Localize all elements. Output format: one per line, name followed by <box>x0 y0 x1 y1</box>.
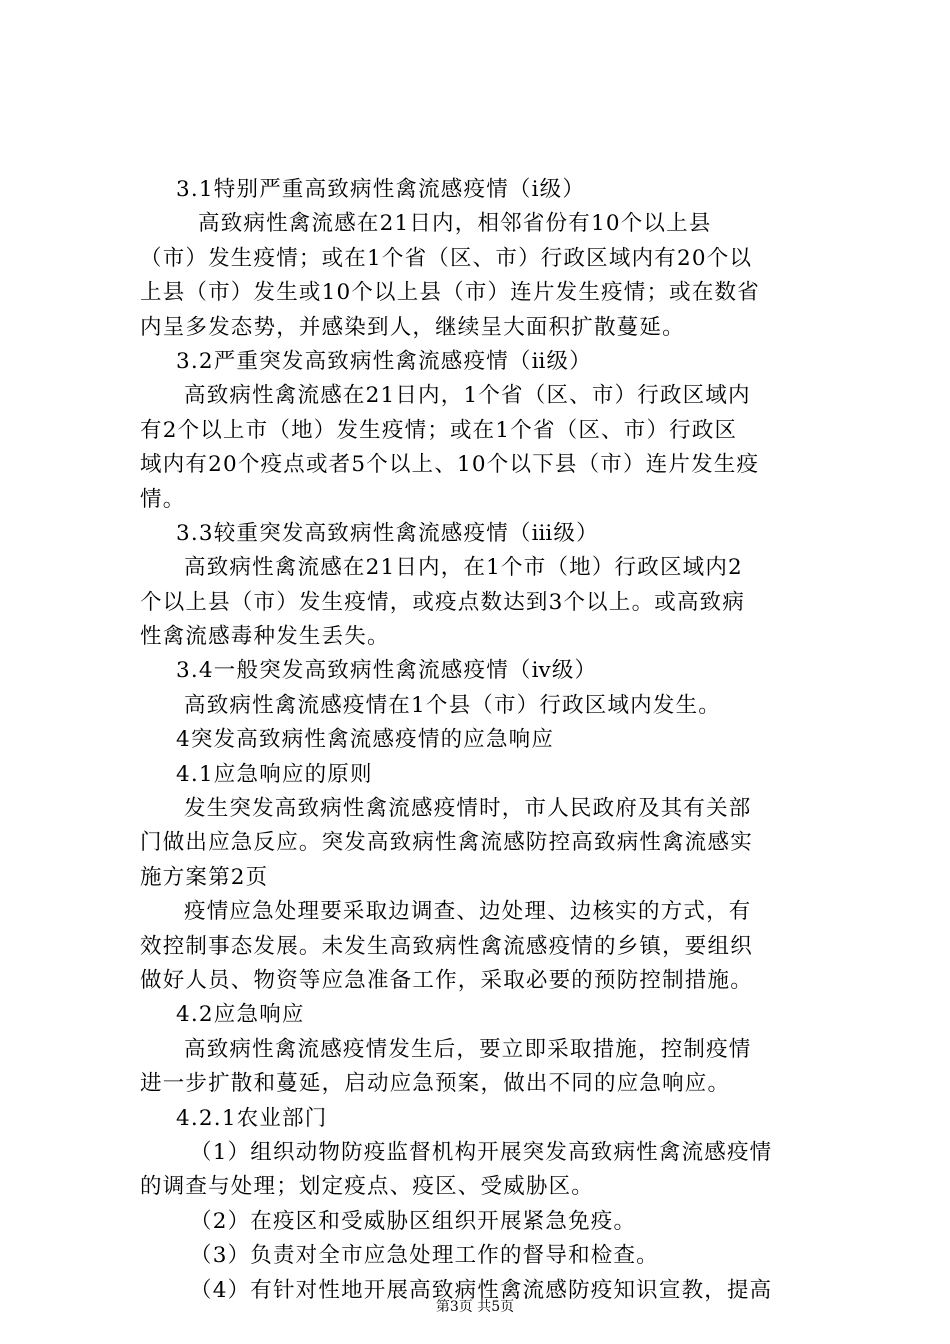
paragraph-line: 性禽流感毒种发生丢失。 <box>140 624 390 650</box>
heading-4-1: 4.1应急响应的原则 <box>176 761 373 787</box>
paragraph-line: 施方案第2页 <box>140 864 269 890</box>
paragraph-line: 疫情应急处理要采取边调查、边处理、边核实的方式，有 <box>184 899 752 925</box>
heading-3-4: 3.4一般突发高致病性禽流感疫情（ⅳ级） <box>176 658 598 684</box>
paragraph-line: 高致病性禽流感疫情在1个县（市）行政区域内发生。 <box>184 692 721 718</box>
heading-3-2: 3.2严重突发高致病性禽流感疫情（ⅱ级） <box>176 348 592 374</box>
paragraph-line: 高致病性禽流感在21日内，相邻省份有10个以上县 <box>198 211 712 237</box>
paragraph-line: 做好人员、物资等应急准备工作，采取必要的预防控制措施。 <box>140 967 753 993</box>
paragraph-line: 高致病性禽流感疫情发生后，要立即采取措施，控制疫情 <box>184 1036 752 1062</box>
paragraph-line: 高致病性禽流感在21日内，在1个市（地）行政区域内2 <box>184 555 743 581</box>
document-body <box>140 173 830 1308</box>
paragraph-line: 个以上县（市）发生疫情，或疫点数达到3个以上。或高致病 <box>140 589 746 615</box>
paragraph-line: 高致病性禽流感在21日内，1个省（区、市）行政区域内 <box>184 383 751 409</box>
paragraph-line: 有2个以上市（地）发生疫情；或在1个省（区、市）行政区 <box>140 417 738 443</box>
list-item: （3）负责对全市应急处理工作的督导和检查。 <box>190 1243 659 1269</box>
list-item: （1）组织动物防疫监督机构开展突发高致病性禽流感疫情 <box>190 1139 773 1165</box>
heading-3-3: 3.3较重突发高致病性禽流感疫情（ⅲ级） <box>176 520 599 546</box>
paragraph-line: 上县（市）发生或10个以上县（市）连片发生疫情；或在数省 <box>140 280 760 306</box>
paragraph-line: （市）发生疫情；或在1个省（区、市）行政区域内有20个以 <box>140 245 753 271</box>
paragraph-line: 门做出应急反应。突发高致病性禽流感防控高致病性禽流感实 <box>140 830 753 856</box>
paragraph-line: 进一步扩散和蔓延，启动应急预案，做出不同的应急响应。 <box>140 1071 731 1097</box>
page-footer: 第3页 共5页 <box>435 1299 515 1315</box>
paragraph-line: 发生突发高致病性禽流感疫情时，市人民政府及其有关部 <box>184 796 752 822</box>
heading-4-2: 4.2应急响应 <box>176 1002 305 1028</box>
paragraph-line: 效控制事态发展。未发生高致病性禽流感疫情的乡镇，要组织 <box>140 933 753 959</box>
heading-4: 4突发高致病性禽流感疫情的应急响应 <box>176 727 555 753</box>
paragraph-line: 内呈多发态势，并感染到人，继续呈大面积扩散蔓延。 <box>140 314 685 340</box>
list-item: （4）有针对性地开展高致病性禽流感防疫知识宣教，提高 <box>190 1277 773 1303</box>
paragraph-line: 域内有20个疫点或者5个以上、10个以下县（市）连片发生疫 <box>140 452 760 478</box>
list-item: （2）在疫区和受威胁区组织开展紧急免疫。 <box>190 1208 637 1234</box>
paragraph-line: 情。 <box>140 486 186 512</box>
paragraph-line: 的调查与处理；划定疫点、疫区、受威胁区。 <box>140 1174 595 1200</box>
heading-4-2-1: 4.2.1农业部门 <box>176 1105 328 1131</box>
heading-3-1: 3.1特别严重高致病性禽流感疫情（ⅰ级） <box>176 177 586 202</box>
